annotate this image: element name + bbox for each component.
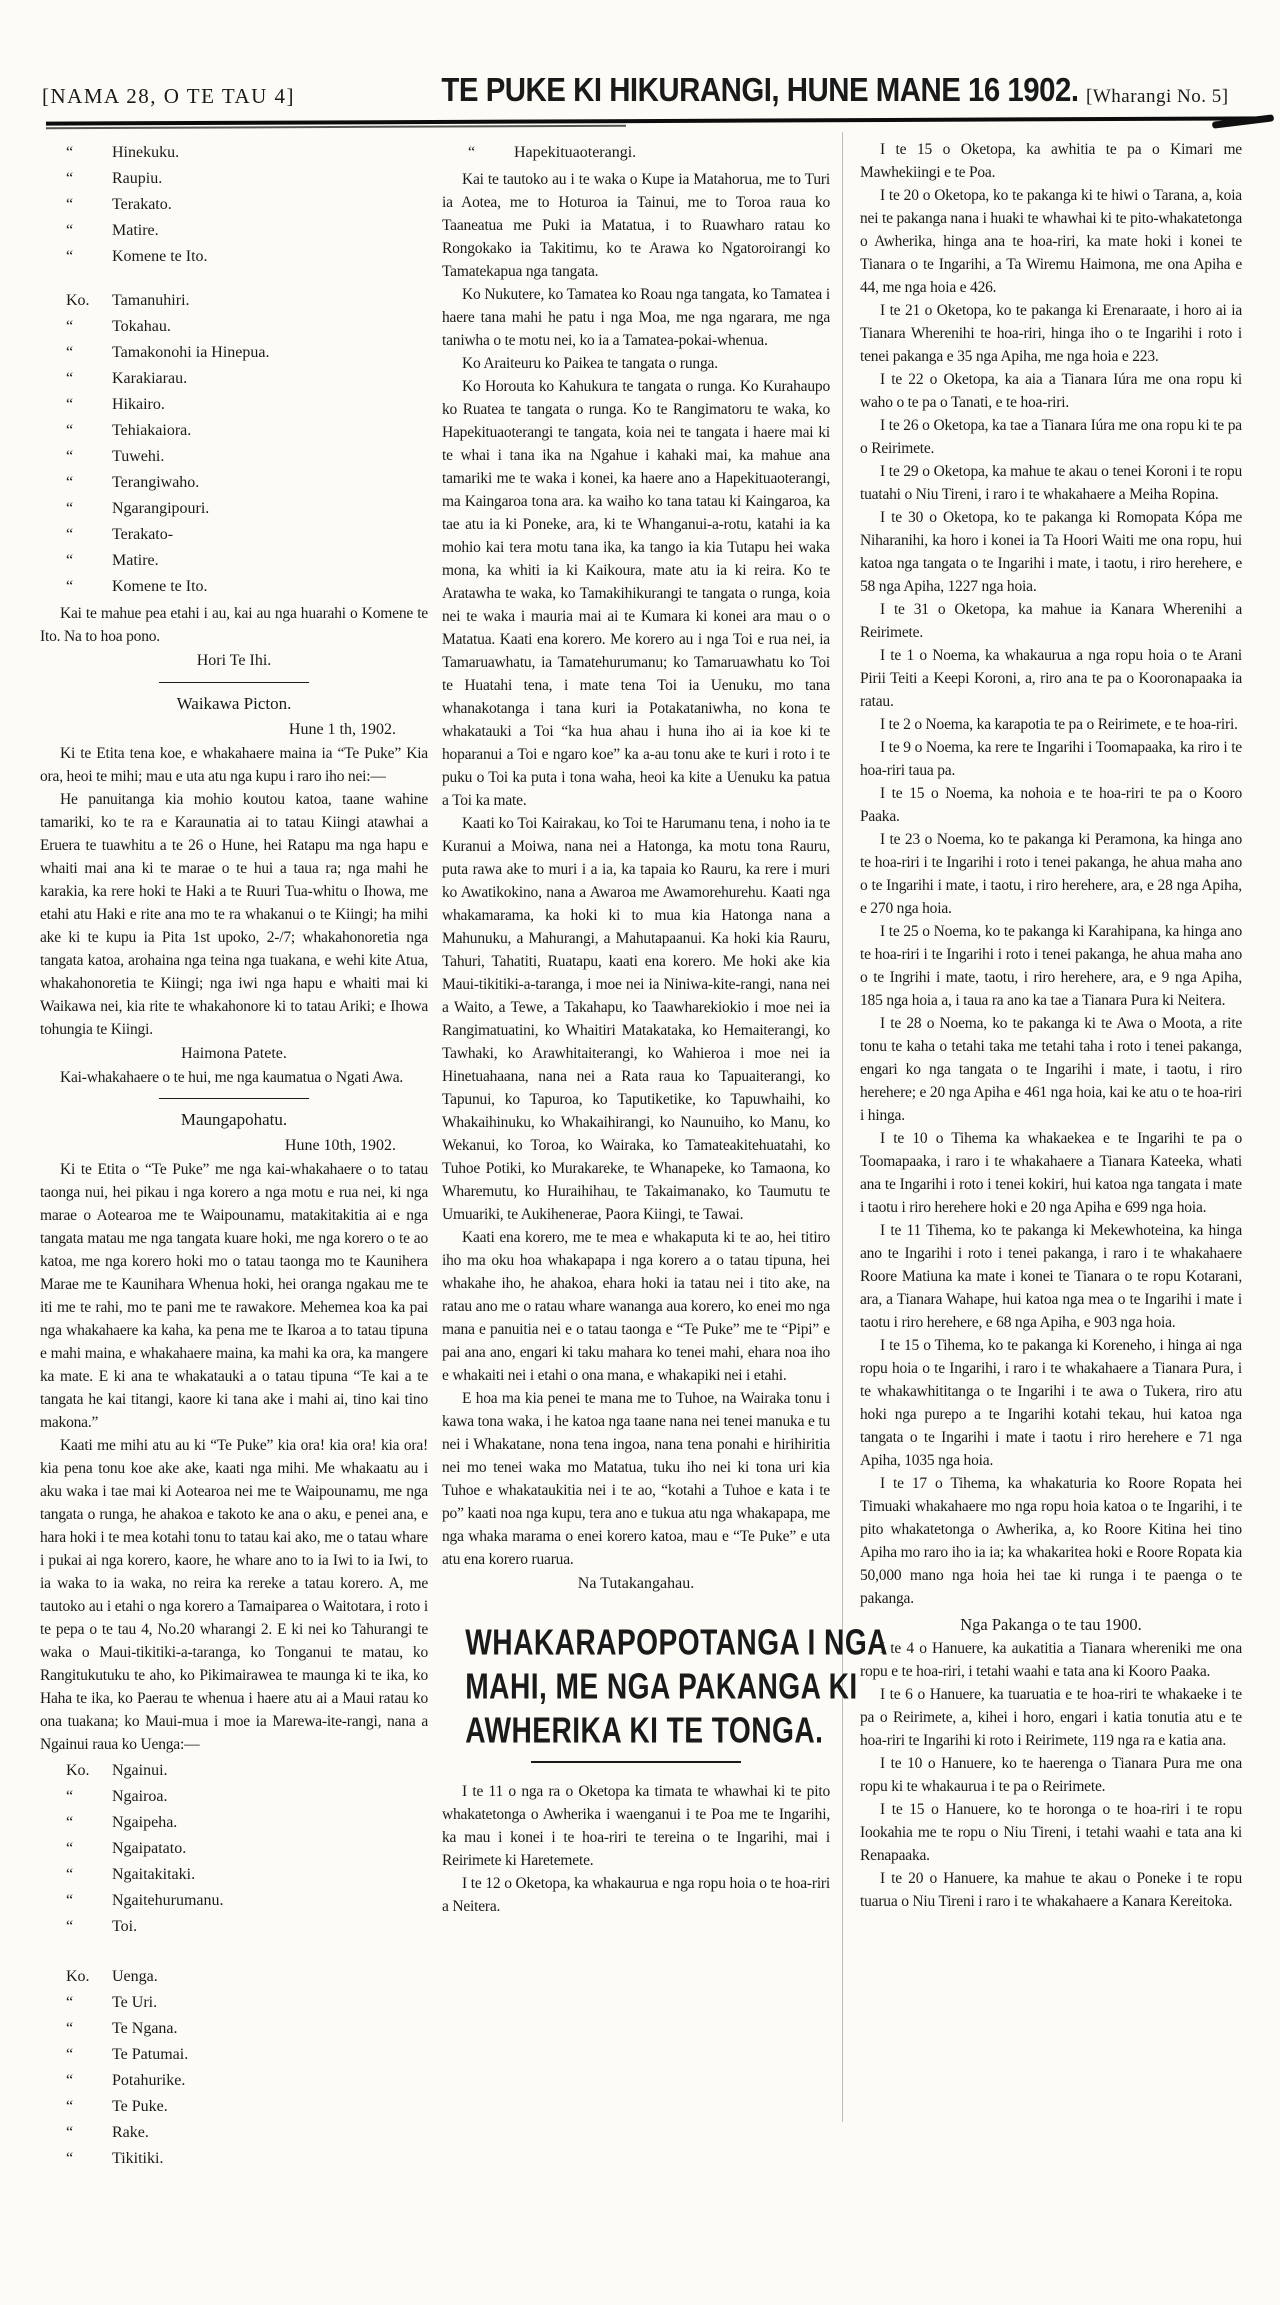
paragraph: I te 30 o Oketopa, ko te pakanga ki Romopata Kópa me Niharanihi, ka horo i konei ia Ta Hoori Waiti me ona ropu, hui katoa nga tangata o te Ingarihi i mate, i taotu, i riro herehere, e 58 nga Apiha, 1227 nga hoia.: [860, 509, 1242, 595]
paragraph: I te 20 o Hanuere, ka mahue te akau o Poneke i te ropu tuarua o Niu Tireni i raro i te whakahaere a Kanara Kereitoka.: [860, 1870, 1242, 1910]
ditto-marker: “: [66, 170, 74, 187]
list-item: [40, 1964, 428, 1990]
article-columns: [40, 138, 1242, 2174]
list-item: [40, 548, 428, 574]
headline-line: AWHERIKA KI TE TONGA.: [465, 1709, 824, 1751]
list-item-name: Terakato-: [112, 526, 174, 543]
list-item-name: Ngaipeha.: [112, 1814, 178, 1831]
list-item: [40, 140, 428, 166]
separator-rule: [159, 1098, 309, 1099]
paragraph: Kai-whakahaere o te hui, me nga kaumatua o Ngati Awa.: [60, 1069, 404, 1086]
genealogy-list: [442, 140, 830, 166]
list-item: [40, 1784, 428, 1810]
spacer: [442, 1770, 830, 1780]
column-1: [40, 138, 428, 2174]
ditto-marker: “: [66, 344, 74, 361]
dateline: Hune 10th, 1902.: [284, 1137, 396, 1154]
list-item: [40, 166, 428, 192]
list-item: [40, 574, 428, 600]
paragraph: Kaati ena korero, me te mea e whakaputa ki te ao, hei titiro iho ma oku hoa whakapapa i nga korero a o tatau tipuna, hei whakahe iho, he ahakoa, ehara hoki ia tatau nei i tito ake, na ratau ano me o ratau whare wananga aua korero, ko enei mo nga mana e panuitia nei e o tatau taonga e “Te Puke” me te “Pipi” e pai ana ano, engari ki taku mahara ko tenei mahi, ehara noa iho e whakaiti nei i etahi o ona mana, e whakapiki nei i etahi.: [442, 1229, 830, 1384]
list-item-name: Terangiwaho.: [112, 474, 200, 491]
list-item: [40, 288, 428, 314]
ditto-marker: Ko.: [66, 1762, 90, 1779]
list-item: [40, 340, 428, 366]
ditto-marker: Ko.: [66, 292, 90, 309]
list-item: [40, 2120, 428, 2146]
list-item: [40, 418, 428, 444]
paragraph: I te 2 o Noema, ka karapotia te pa o Reirimete, e te hoa-riri.: [880, 716, 1238, 733]
list-item-name: Matire.: [112, 222, 159, 239]
paragraph: I te 23 o Noema, ko te pakanga ki Peramona, ka hinga ano te hoa-riri i te Ingarihi i roto i tenei pakanga, he ahua maha ano o te Ingarihi i mate, i taotu, i riro herehere, ara, e 28 nga Apiha, e 270 nga hoia.: [860, 831, 1242, 917]
list-item-name: Tokahau.: [112, 318, 171, 335]
paragraph: Kaati ko Toi Kairakau, ko Toi te Harumanu tena, i noho ia te Kuranui a Moiwa, nana nei a Hatonga, ka motu tona Rauru, puta rawa ake to muri i a ia, ka tapaia ko Rauru, ka rere i muri ko Awatikokino, nana a Awaroa me Awamorehurehu. Kaati nga whakamarama, ka hoki ki to mua kia Hatonga nana a Mahunuku, a Mahurangi, a Mahutapaanui. Ka hoki kia Rauru, Tahuri, Tahatiti, Ruatapu, kaati ena korero. Me hoki ake kia Maui-tikitiki-a-taranga, i moe nei ia Niniwa-kite-rangi, nana nei a Waito, a Tewe, a Takahapu, ko Taawharekiokio i moe nei ia Rangimatuatini, ko Whaitiri Matakataka, ko Hemaiterangi, ko Tawhaki, ko Arawhitaiterangi, ko Wahieroa i moe nei ia Hinetuahaana, nana nei a Rata raua ko Tapuaiterangi, ko Tapunui, ko Tapuroa, ko Taputiketike, ko Tapuwhaihi, ko Whakaihinuku, ko Whakaihirangi, ko Naunuiho, ko Manu, ko Wekanui, ko Toroa, ko Wairaka, ko Tamateakitehuatahi, ko Tuhoe Potiki, ko Murakareke, te Whanapeke, ko Tamaona, ko Wharemutu, ko Huraihihau, te Takaimanako, ko Taumutu te Umuariki, te Aukihenerae, Paora Kiingi, te Tawai.: [442, 815, 830, 1223]
ditto-marker: “: [66, 1994, 74, 2011]
paragraph: I te 29 o Oketopa, ka mahue te akau o tenei Koroni i te ropu tuatahi o Niu Tireni, i raro i te whakahaere a Meiha Ropina.: [860, 463, 1242, 503]
list-item: [40, 1990, 428, 2016]
ditto-marker: “: [66, 2072, 74, 2089]
column-2: [442, 138, 888, 2174]
ditto-marker: “: [66, 1788, 74, 1805]
list-item: [40, 244, 428, 270]
paragraph: Ko Nukutere, ko Tamatea ko Roau nga tangata, ko Tamatea i haere tana mahi he patu i nga Moa, me nga ngarara, me nga taniwha o te motu nei, ko ia a Tamatea-pokai-whenua.: [442, 286, 830, 349]
list-item: [40, 2146, 428, 2172]
list-item: [40, 1888, 428, 1914]
masthead-issue-number: [NAMA 28, O TE TAU 4]: [42, 84, 296, 108]
list-item-name: Ngaipatato.: [112, 1840, 187, 1857]
paragraph: I te 15 o Oketopa, ka awhitia te pa o Kimari me Mawhekiingi e te Poa.: [860, 141, 1242, 181]
list-item-name: Ngaitakitaki.: [112, 1866, 196, 1883]
sub-heading: Nga Pakanga o te tau 1900.: [960, 1615, 1142, 1634]
list-item-name: Ngaitehurumanu.: [112, 1892, 224, 1909]
list-item: [40, 2016, 428, 2042]
ditto-marker: “: [66, 2124, 74, 2141]
list-item: [40, 1862, 428, 1888]
list-item-name: Toi.: [112, 1918, 138, 1935]
ditto-marker: “: [66, 1840, 74, 1857]
list-item-name: Komene te Ito.: [112, 578, 208, 595]
ditto-marker: “: [66, 500, 74, 517]
list-item: [40, 314, 428, 340]
ditto-marker: Ko.: [66, 1968, 90, 1985]
paragraph: I te 25 o Noema, ko te pakanga ki Karahipana, ka hinga ano te hoa-riri i te Ingarihi i roto i tenei pakanga, he ahua maha ano o te Ingrihi i mate, taotu, i riro herehere, ara, e 9 nga Apiha, 185 nga hoia a, i taua ra ano ka tae a Tianara Pura ki Neitera.: [860, 923, 1242, 1009]
paragraph: Ki te Etita tena koe, e whakahaere maina ia “Te Puke” Kia ora, heoi te mihi; mau e uta atu nga kupu i raro iho nei:—: [40, 745, 428, 785]
masthead-title: TE PUKE KI HIKURANGI, HUNE MANE 16 1902.: [441, 72, 1079, 109]
ditto-marker: “: [468, 144, 476, 161]
ditto-marker: “: [66, 2098, 74, 2115]
list-item-name: Tamanuhiri.: [112, 292, 190, 309]
paragraph: I te 10 o Hanuere, ko te haerenga o Tianara Pura me ona ropu ki te whakaurua i te pa o Reirimete.: [860, 1755, 1242, 1795]
genealogy-list: [40, 1964, 428, 2172]
list-item: [40, 1914, 428, 1940]
genealogy-list: [40, 1758, 428, 1940]
paragraph: I te 22 o Oketopa, ka aia a Tianara Iúra me ona ropu ki waho o te pa o Tanati, e te hoa-riri.: [860, 371, 1242, 411]
paragraph: I te 12 o Oketopa, ka whakaurua e nga ropu hoia o te hoa-riri a Neitera.: [442, 1875, 830, 1915]
list-item-name: Terakato.: [112, 196, 172, 213]
list-item: [40, 2094, 428, 2120]
list-item-name: Ngainui.: [112, 1762, 168, 1779]
paragraph: I te 10 o Tihema ka whakaekea e te Ingarihi te pa o Toomapaaka, i raro i te whakahaere a Tianara Kateeka, whati ana te Ingarihi i roto i tenei kokiri, hui katoa nga tangata i mate i taotu i riro herehere hoki e 20 nga Apiha e 699 nga hoia.: [860, 1130, 1242, 1216]
ditto-marker: “: [66, 144, 74, 161]
list-item: [40, 1836, 428, 1862]
ditto-marker: “: [66, 474, 74, 491]
paragraph: I te 1 o Noema, ka whakaurua a nga ropu hoia o te Arani Pirii Teiti a Keepi Koroni, a, riro ana te pa o Kooronapaaka ia ratau.: [860, 647, 1242, 710]
ditto-marker: “: [66, 370, 74, 387]
ditto-marker: “: [66, 1892, 74, 1909]
paragraph: Ko Araiteuru ko Paikea te tangata o runga.: [462, 355, 718, 372]
spacer: [40, 272, 428, 286]
genealogy-list: [40, 288, 428, 600]
list-item-name: Tehiakaiora.: [112, 422, 192, 439]
paragraph: I te 15 o Hanuere, ko te horonga o te hoa-riri i te ropu Iookahia me te ropu o Niu Tireni, i tetahi waahi e tata ana ki Renapaaka.: [860, 1801, 1242, 1864]
signature-line: Hori Te Ihi.: [196, 652, 272, 669]
column-3: [860, 138, 1242, 2174]
ditto-marker: “: [66, 448, 74, 465]
list-item-name: Ngarangipouri.: [112, 500, 210, 517]
section-heading: Maungapohatu.: [180, 1110, 288, 1129]
ditto-marker: “: [66, 422, 74, 439]
ditto-marker: “: [66, 2150, 74, 2167]
ditto-marker: “: [66, 552, 74, 569]
list-item: [40, 2068, 428, 2094]
list-item-name: Rake.: [112, 2124, 149, 2141]
ditto-marker: “: [66, 318, 74, 335]
paragraph: E hoa ma kia penei te mana me to Tuhoe, na Wairaka tonu i kawa tona waka, i he katoa nga taane nana nei tenei manuka e tu nei i Whakatane, nona tena ingoa, nana tena ponahi e hirihiritia nei mo tenei waka mo Matatua, tuku iho nei ki tona uri kia Tuhoe e whakataukitia nei i te ao, “kotahi a Tuhoe e kata i te po” kaati noa nga kupu, tera ano e tukua atu nga whakapapa, me nga whaka marama o enei korero katoa, mau e “Te Puke” e uta atu ena korero ruarua.: [442, 1390, 830, 1568]
list-item: [40, 192, 428, 218]
list-item: [40, 392, 428, 418]
list-item: [40, 1758, 428, 1784]
list-item-name: Te Patumai.: [112, 2046, 189, 2063]
list-item-name: Te Uri.: [112, 1994, 158, 2011]
paragraph: I te 11 o nga ra o Oketopa ka timata te whawhai ki te pito whakatetonga o Awherika i waenganui i te Poa me te Ingarihi, ka mau i konei i te hoa-riri te tereina o te Ingarihi, mai i Reirimete ki Haretemete.: [442, 1783, 830, 1869]
signature-line: Haimona Patete.: [181, 1045, 287, 1062]
list-item: [40, 496, 428, 522]
ditto-marker: “: [66, 396, 74, 413]
section-heading: Waikawa Picton.: [176, 694, 292, 713]
list-item-name: Te Puke.: [112, 2098, 168, 2115]
list-item: [40, 2042, 428, 2068]
paragraph: Ki te Etita o “Te Puke” me nga kai-whakahaere o to tatau taonga nui, hei pikau i nga korero a nga motu e rua nei, ki nga marae o Aotearoa me te Waipounamu, matakitakitia ai e nga tangata matau me nga tangata kuare hoki, me nga korero o te ao katoa, me nga korero hoki mo o tatau taonga mo te Kaunihera Marae me te Kaunihara Whenua hoki, hei oranga ngakau me te iti me te rahi, mo te pani me te rawakore. Mehemea koa ka pai nga whakahaere ka kaha, ka pena me te Ikaroa a to tatau tipuna e mahi maina, e whakahaere maina, ka mahi ka ora, ka mangere ka mate. E ki ana te whakatauki a o tatau tipuna “Te kai a te tangata he kai titangi, kaore ki tana ake i mahi ai, tino kai tino makona.”: [40, 1161, 428, 1431]
ditto-marker: “: [66, 248, 74, 265]
article-headline: [442, 1620, 888, 1752]
paragraph: I te 31 o Oketopa, ka mahue ia Kanara Wherenihi a Reirimete.: [860, 601, 1242, 641]
genealogy-list: [40, 140, 428, 270]
list-item-name: Hikairo.: [112, 396, 165, 413]
headline-line: MAHI, ME NGA PAKANGA KI: [465, 1665, 858, 1707]
ditto-marker: “: [66, 2020, 74, 2037]
paragraph: I te 15 o Noema, ka nohoia e te hoa-riri te pa o Kooro Paaka.: [860, 785, 1242, 825]
ditto-marker: “: [66, 2046, 74, 2063]
headline-line: WHAKARAPOPOTANGA I NGA: [465, 1621, 888, 1663]
ditto-marker: “: [66, 1918, 74, 1935]
paragraph: Kai te mahue pea etahi i au, kai au nga huarahi o Komene te Ito. Na to hoa pono.: [40, 605, 428, 645]
list-item-name: Matire.: [112, 552, 159, 569]
paragraph: I te 9 o Noema, ka rere te Ingarihi i Toomapaaka, ka riro i te hoa-riri taua pa.: [860, 739, 1242, 779]
ditto-marker: “: [66, 578, 74, 595]
masthead-page-number: [Wharangi No. 5]: [1086, 86, 1229, 107]
list-item: [40, 444, 428, 470]
ditto-marker: “: [66, 1814, 74, 1831]
dateline: Hune 1 th, 1902.: [288, 721, 396, 738]
list-item: [40, 522, 428, 548]
list-item-name: Tikitiki.: [112, 2150, 164, 2167]
list-item: [40, 366, 428, 392]
ditto-marker: “: [66, 196, 74, 213]
paragraph: I te 28 o Noema, ko te pakanga ki te Awa o Moota, a rite tonu te kaha o tetahi taka me tetahi taha i roto i tenei pakanga, engari ko nga tangata o te Ingarihi i mate, i taotu, i riro herehere; e 20 nga Apiha e 461 nga hoia, kai ke atu o te hoa-riri i hinga.: [860, 1015, 1242, 1124]
masthead-rule-secondary: [46, 125, 626, 130]
list-item-name: Karakiarau.: [112, 370, 188, 387]
paragraph: I te 15 o Tihema, ko te pakanga ki Koreneho, i hinga ai nga ropu hoia o te Ingarihi, i raro i te whakahaere a Tianara Pura, i te whakawhititanga o te Ingarihi i te awa o Tukera, riro atu hoki nga purepo a te Ingarihi kotahi tekau, hui katoa nga tangata o te Ingarihi i mate i taotu i riro herehere e 71 nga Apiha, 1035 nga hoia.: [860, 1337, 1242, 1469]
spacer: [40, 1942, 428, 1962]
list-item-name: Uenga.: [112, 1968, 158, 1985]
list-item-name: Raupiu.: [112, 170, 163, 187]
ditto-marker: “: [66, 526, 74, 543]
paragraph: I te 11 Tihema, ko te pakanga ki Mekewhoteina, ka hinga ano te Ingarihi i roto i tenei pakanga, i raro i te whakahaere Roore Matiuna ka mate i konei te Tianara o te ropu Kotarani, ara, a Tianara Wahape, hui katoa nga mea o te Ingarihi i mate i taotu i riro herehere, e 68 nga Apiha, e 903 nga hoia.: [860, 1222, 1242, 1331]
list-item-name: Ngairoa.: [112, 1788, 168, 1805]
list-item-name: Tamakonohi ia Hinepua.: [112, 344, 270, 361]
ditto-marker: “: [66, 222, 74, 239]
list-item-name: Komene te Ito.: [112, 248, 208, 265]
paragraph: I te 6 o Hanuere, ka tuaruatia e te hoa-riri te whakaeke i te pa o Reirimete, a, kihei i horo, engari i katia tonutia atu e te hoa-riri te Ingarihi ki roto i Reirimete, 119 nga ra e katia ana.: [860, 1686, 1242, 1749]
paragraph: He panuitanga kia mohio koutou katoa, taane wahine tamariki, ko te ra e Karaunatia ai to tatau Kiingi atawhai a Eruera te tuawhitu a te 26 o Hune, hei Ratapu ma nga hapu e whaiti mai ana ki te marae o te hui a taua ra; nga mahi he karakia, ka rere hoki te Haki a te Ruuri Tua-whitu o Ihowa, me etahi atu Haki e rite ana mo te ra whakanui o te Kiingi; ha mihi ake ki te kupu ia Pita 1st upoko, 2-/7; whakahonoretia nga tangata katoa, arohaina nga teina nga tuakana, e wehi kite Atua, whakahonoretia te Kiingi; nga iwi nga hapu e whaiti mai ki Waikawa nei, kia rite te whakahonore ki to tatau Ariki; e Ihowa tohungia te Kiingi.: [40, 791, 428, 1038]
paragraph: Ko Horouta ko Kahukura te tangata o runga. Ko Kurahaupo ko Ruatea te tangata o runga. Ko te Rangimatoru te waka, ko Hapekituaoterangi te tangata, koia nei te tangata i haere mai ki te whai i tana ika na Ngahue i kahaki mai, ka mahue ana tamariki me te waka i konei, ka haere ano a Hapekituaoterangi, ma Kaingaroa tona ara. ka waiho ko tana tatau ki Kaingaroa, ka tae atu ia ki Poneke, ara, ki te Whanganui-a-rotu, katahi ia ka mohio kai tera motu tana ika, ka tango ia kia Tutapu hei waka mona, ka whiti ia ki Kaikoura, mate atu ia ki reira. Ko te Aratawha te waka, ko Tamakihikurangi te tangata o runga, koia nei te waka i mauria mai ai te Kumara ki konei ara mau o o Matatua. Kaati ena korero. Me korero au i nga Toi e rua nei, ia Tamaruawhatu, ia Tamatehurumanu; ko Tamaruawhatu ko Toi te Huatahi tena, i mate tena Toi ia Uenuku, mo tana whanakotanga i tana kuri ia Potakataniwha, no kona te whakatauki a Toi “ka hua ahau i huna iho ai ia koe ki te hoparanui a Toi e ngaro koe” ka a-au tonu ake te kuri i roto i te puku o Toi ka puta i tona waha, heoi ka kite a Uenuku ka patua a Toi ka mate.: [442, 378, 830, 809]
separator-rule: [531, 1761, 741, 1763]
list-item-name: Tuwehi.: [112, 448, 165, 465]
list-item: [40, 218, 428, 244]
separator-rule: [159, 682, 309, 683]
paragraph: I te 4 o Hanuere, ka aukatitia a Tianara whereniki me ona ropu e te hoa-riri, i tetahi waahi e tata ana ki Kooro Paaka.: [860, 1640, 1242, 1680]
list-item-name: Hapekituaoterangi.: [514, 144, 637, 161]
list-item: [442, 140, 830, 166]
signature-line: Na Tutakangahau.: [577, 1575, 695, 1592]
paragraph: I te 21 o Oketopa, ko te pakanga ki Erenaraate, i horo ai ia Tianara Wherenihi te hoa-riri, hinga iho o te Ingarihi i roto i tenei pakanga e 35 nga Apiha, me nga hoia e 223.: [860, 302, 1242, 365]
paragraph: Kai te tautoko au i te waka o Kupe ia Matahorua, me to Turi ia Aotea, me to Hoturoa ia Tainui, me to Toroa raua ko Taaneatua me Puki ia Matatua, i to Ruawharo ratau ko Rongokako ia Takitimu, ko te Arawa ko Ngatoroirangi ko Tamatekapua nga tangata.: [442, 171, 830, 280]
paragraph: I te 17 o Tihema, ka whakaturia ko Roore Ropata hei Timuaki whakahaere mo nga ropu hoia katoa o te Ingarihi, i te pito whakatetonga o Awherika, a, ko Roore Kitina hei tino Apiha mo raro iho ia ia; ka whakaritea hoki e Roore Ropata kia 50,000 mano nga hoia hei tae ki runga i te paenga o te pakanga.: [860, 1475, 1242, 1607]
list-item: [40, 470, 428, 496]
masthead-rule: [46, 116, 1264, 125]
paragraph: I te 20 o Oketopa, ko te pakanga ki te hiwi o Tarana, a, koia nei te pakanga nana i huaki te whawhai ki te pito-whakatetonga o Awherika, hinga ana te hoa-riri, ka mate hoki i konei te Tianara o te Ingarihi, a Ta Wiremu Haimona, me ona Apiha e 44, me nga hoia e 426.: [860, 187, 1242, 296]
list-item-name: Hinekuku.: [112, 144, 180, 161]
list-item: [40, 1810, 428, 1836]
paragraph: Kaati me mihi atu au ki “Te Puke” kia ora! kia ora! kia ora! kia pena tonu koe ake ake, kaati nga mihi. Me whakaatu au i aku waka i tae mai ki Aotearoa nei me te Waipounamu, me nga tangata o runga, he ahakoa e takoto ke ana o aku, e penei ana, e hara hoki i te mea kotahi tonu to tatau kai ako, me o tatau whare i pukai ai nga korero, kaore, he whare ano to ia Iwi to ia Iwi, to ia waka to ia waka, no reira ka rereke a tatau korero. A, me tautoko au i etahi o nga korero a Tamaiparea o Waitotara, i roto i te pepa o te tau 4, No.20 wharangi 2. E ki nei ko Tahurangi te waka o Maui-tikitiki-a-taranga, ko Tonganui te matau, ko Rangitukutuku te aho, ko Pikimairawea te maunga ki te ika, ko Haha te ika, ko Paerau te whenua i haere atu ai a Maui ratau ko ona tuakana; ko Maui-mua i moe ia Marewa-ite-rangi, nana a Ngainui raua ko Uenga:—: [40, 1437, 428, 1753]
ditto-marker: “: [66, 1866, 74, 1883]
paragraph: I te 26 o Oketopa, ka tae a Tianara Iúra me ona ropu ki te pa o Reirimete.: [860, 417, 1242, 457]
list-item-name: Te Ngana.: [112, 2020, 178, 2037]
list-item-name: Potahurike.: [112, 2072, 186, 2089]
